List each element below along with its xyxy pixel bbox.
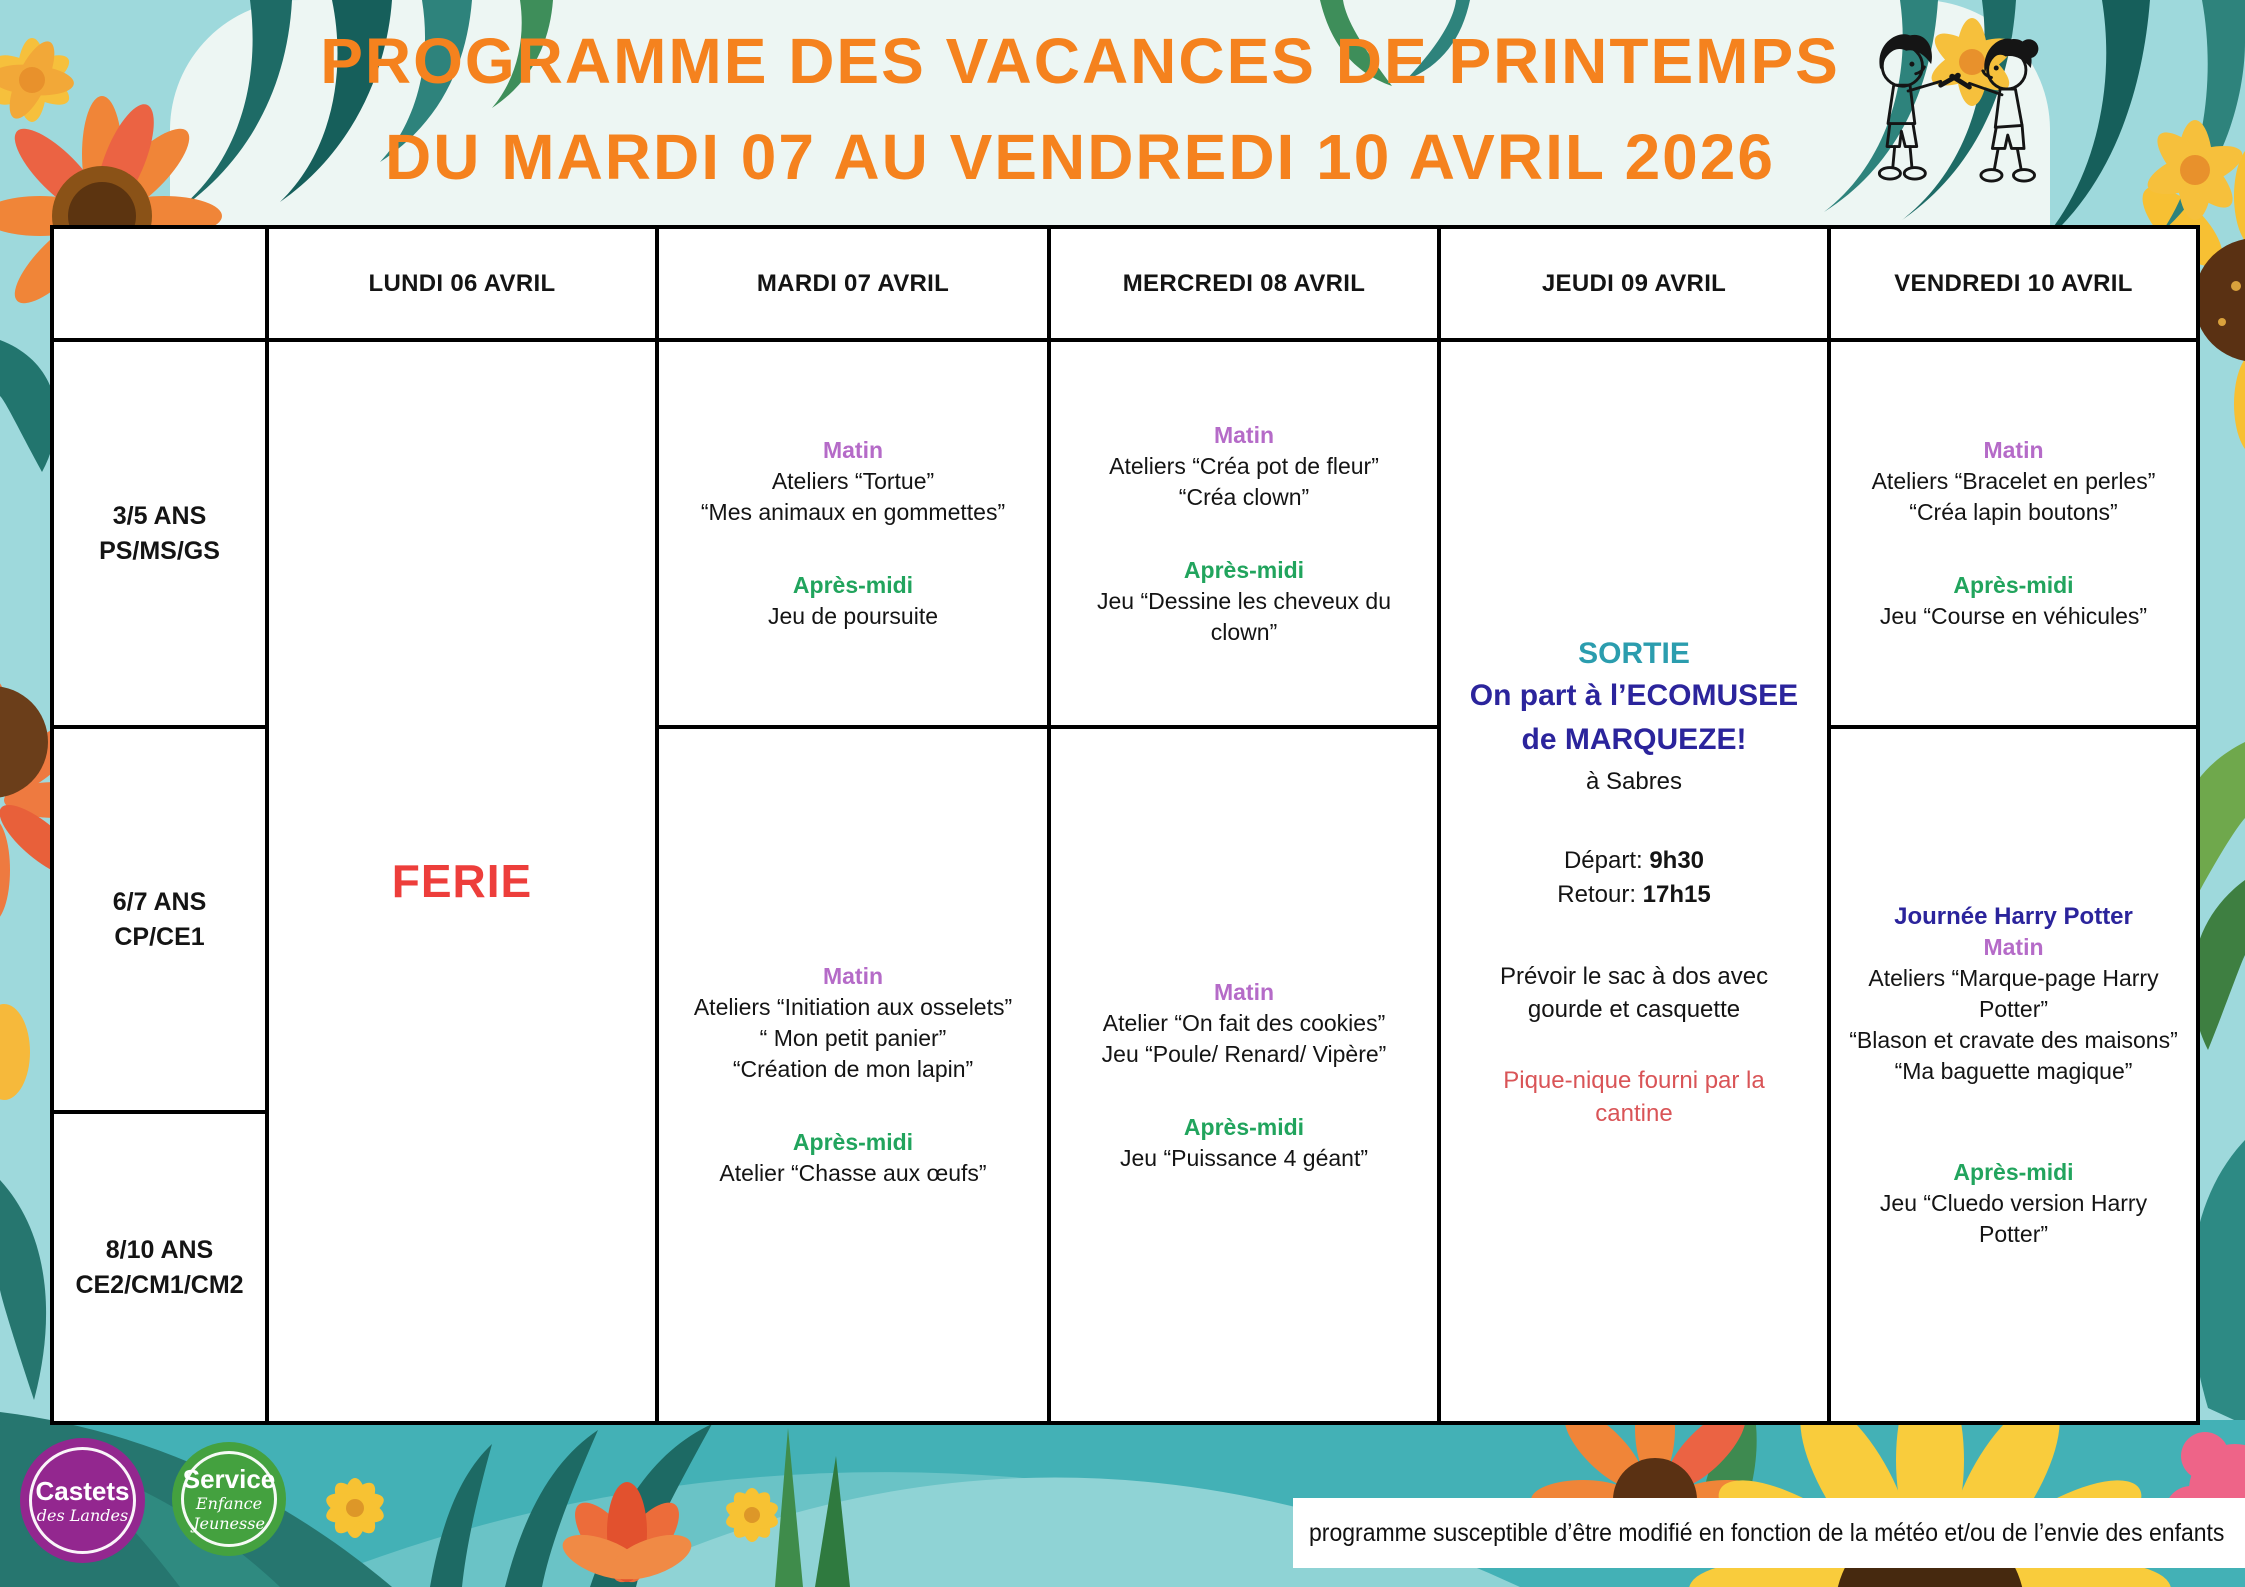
matin-label: Matin bbox=[1213, 978, 1275, 1005]
cell-friday-3-5 bbox=[1831, 342, 2196, 725]
theme-day-title: Journée Harry Potter bbox=[1894, 902, 2133, 930]
badge-service-name: Service bbox=[182, 1464, 276, 1494]
footer-disclaimer-text: programme susceptible d’être modifié en fonction de la météo et/ou de l’envie des enfants bbox=[1309, 1518, 2225, 1547]
castets-des-landes-badge bbox=[20, 1438, 145, 1563]
matin-activities: Ateliers “Créa pot de fleur” “Créa clown” bbox=[1109, 452, 1379, 510]
matin-activities: Atelier “On fait des cookies” Jeu “Poule/ Renard/ Vipère” bbox=[1101, 1009, 1387, 1067]
matin-label: Matin bbox=[822, 963, 884, 989]
apres-midi-activities: Jeu de poursuite bbox=[767, 603, 939, 629]
matin-activities: Ateliers “Bracelet en perles” “Créa lapin boutons” bbox=[1871, 468, 2156, 525]
departure-time bbox=[1557, 844, 1710, 878]
children-illustration bbox=[1850, 22, 2062, 204]
outing-destination-line-2: de MARQUEZE! bbox=[1521, 722, 1747, 756]
age-group-8-10: 8/10 ANS CE2/CM1/CM2 bbox=[54, 1114, 265, 1421]
outing-times bbox=[1557, 844, 1710, 912]
apres-midi-label: Après-midi bbox=[792, 1129, 914, 1155]
matin-activities: Ateliers “Initiation aux osselets” “ Mon petit panier” “Création de mon lapin” bbox=[693, 994, 1013, 1082]
cell-wednesday-3-5 bbox=[1051, 342, 1437, 725]
header-wednesday: MERCREDI 08 AVRIL bbox=[1051, 229, 1437, 338]
apres-midi-label: Après-midi bbox=[1953, 1158, 2074, 1185]
matin-label: Matin bbox=[1213, 421, 1275, 448]
age-group-3-5: 3/5 ANS PS/MS/GS bbox=[54, 342, 265, 725]
title-line-1: PROGRAMME DES VACANCES DE PRINTEMPS bbox=[320, 25, 1840, 97]
cell-thursday-outing bbox=[1441, 342, 1827, 1421]
apres-midi-label: Après-midi bbox=[1183, 556, 1305, 583]
equipment-note: Prévoir le sac à dos avec gourde et casquette bbox=[1499, 962, 1769, 1023]
apres-midi-label: Après-midi bbox=[792, 572, 914, 598]
apres-midi-activities: Jeu “Dessine les cheveux du clown” bbox=[1096, 587, 1392, 645]
footer-disclaimer bbox=[1293, 1498, 2245, 1568]
title-line-2: DU MARDI 07 AU VENDREDI 10 AVRIL 2026 bbox=[385, 121, 1775, 193]
departure-value: 9h30 bbox=[1649, 846, 1705, 874]
header-friday: VENDREDI 10 AVRIL bbox=[1831, 229, 2196, 338]
apres-midi-label: Après-midi bbox=[1953, 572, 2074, 598]
badge-service-line-2: Enfance bbox=[195, 1494, 263, 1513]
cell-wednesday-6-10 bbox=[1051, 729, 1437, 1421]
return-time bbox=[1557, 878, 1710, 912]
matin-label: Matin bbox=[1983, 437, 2044, 463]
matin-label: Matin bbox=[822, 437, 884, 463]
matin-label: Matin bbox=[1983, 933, 2044, 960]
apres-midi-activities: Jeu “Puissance 4 géant” bbox=[1119, 1144, 1369, 1171]
header-monday: LUNDI 06 AVRIL bbox=[269, 229, 655, 338]
cell-friday-6-10 bbox=[1831, 729, 2196, 1421]
cell-tuesday-3-5 bbox=[659, 342, 1047, 725]
apres-midi-activities: Jeu “Course en véhicules” bbox=[1879, 603, 2148, 629]
return-value: 17h15 bbox=[1642, 880, 1711, 908]
departure-label: Départ: bbox=[1563, 846, 1643, 874]
header-tuesday: MARDI 07 AVRIL bbox=[659, 229, 1047, 338]
matin-activities: Ateliers “Tortue” “Mes animaux en gommettes” bbox=[700, 468, 1006, 525]
picnic-note: Pique-nique fourni par la cantine bbox=[1503, 1066, 1765, 1127]
cell-monday-ferie bbox=[269, 342, 655, 1421]
header-thursday: JEUDI 09 AVRIL bbox=[1441, 229, 1827, 338]
apres-midi-label: Après-midi bbox=[1183, 1113, 1305, 1140]
return-label: Retour: bbox=[1557, 880, 1636, 908]
cell-tuesday-6-10 bbox=[659, 729, 1047, 1421]
header-cell-empty bbox=[54, 229, 265, 338]
apres-midi-activities: Jeu “Cluedo version Harry Potter” bbox=[1879, 1189, 2148, 1247]
poster-title bbox=[40, 26, 2120, 218]
outing-destination-line-1: On part à l’ECOMUSEE bbox=[1469, 678, 1799, 712]
age-group-6-7: 6/7 ANS CP/CE1 bbox=[54, 729, 265, 1110]
ferie-label: FERIE bbox=[391, 855, 533, 907]
sortie-title: SORTIE bbox=[1578, 636, 1690, 670]
badge-town-subtitle: des Landes bbox=[36, 1505, 129, 1525]
badge-service-line-3: Jeunesse bbox=[193, 1514, 265, 1533]
outing-place: à Sabres bbox=[1585, 767, 1683, 795]
badge-town-name: Castets bbox=[35, 1475, 130, 1506]
apres-midi-activities: Atelier “Chasse aux œufs” bbox=[719, 1160, 987, 1186]
schedule-table bbox=[50, 225, 2200, 1425]
service-enfance-jeunesse-badge bbox=[172, 1442, 286, 1556]
matin-activities: Ateliers “Marque-page Harry Potter” “Blason et cravate des maisons” “Ma baguette magique” bbox=[1849, 964, 2178, 1084]
